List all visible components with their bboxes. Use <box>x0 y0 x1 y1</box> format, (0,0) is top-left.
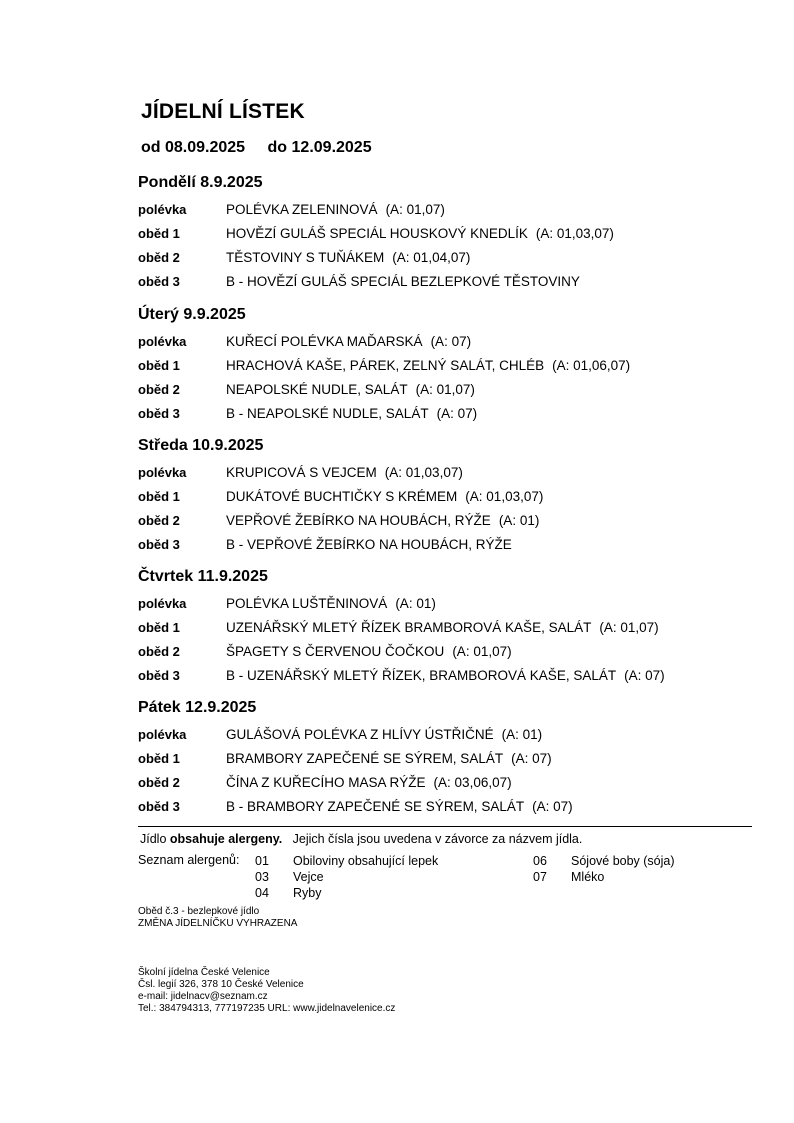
dish-allergens: (A: 01) <box>501 727 543 742</box>
dish-name: KRUPICOVÁ S VEJCEM <box>226 465 377 480</box>
meal-label: polévka <box>138 727 187 742</box>
dish-allergens: (A: 01,07) <box>415 382 475 397</box>
dish-name: NEAPOLSKÉ NUDLE, SALÁT <box>226 382 408 397</box>
dish-allergens: (A: 07) <box>511 751 552 766</box>
day-section-wednesday <box>138 434 758 557</box>
meal-label: oběd 3 <box>138 668 180 683</box>
dish-name: KUŘECÍ POLÉVKA MAĎARSKÁ <box>226 334 423 349</box>
divider-line <box>138 826 752 827</box>
note-prefix: Jídlo <box>140 832 170 846</box>
dish-name: UZENÁŘSKÝ MLETÝ ŘÍZEK BRAMBOROVÁ KAŠE, SALÁT <box>226 620 592 635</box>
allergen-code: 06 <box>533 854 547 868</box>
dish-allergens: (A: 01) <box>498 513 540 528</box>
meal-label: oběd 1 <box>138 489 180 504</box>
menu-row <box>138 246 758 270</box>
menu-title: JÍDELNÍ LÍSTEK <box>141 100 305 123</box>
allergen-item <box>255 885 321 901</box>
allergen-code: 04 <box>255 886 269 900</box>
meal-label: oběd 2 <box>138 775 180 790</box>
dish-allergens: (A: 01) <box>395 596 436 611</box>
dish-allergens: (A: 01,07) <box>452 644 512 659</box>
meal-label: polévka <box>138 596 187 611</box>
footer-school-name: Školní jídelna České Velenice <box>138 967 270 978</box>
day-heading: Úterý 9.9.2025 <box>138 306 246 323</box>
meal-label: polévka <box>138 202 187 217</box>
day-heading: Pondělí 8.9.2025 <box>138 174 263 191</box>
allergen-item <box>255 853 438 869</box>
menu-row <box>138 354 758 378</box>
dish-allergens: (A: 07) <box>624 668 665 683</box>
dish-name: BRAMBORY ZAPEČENÉ SE SÝREM, SALÁT <box>226 751 504 766</box>
menu-row <box>138 509 758 533</box>
allergen-item <box>533 869 604 885</box>
allergen-name: Sójové boby (sója) <box>571 854 675 868</box>
meal-label: oběd 1 <box>138 620 180 635</box>
menu-row <box>138 747 758 771</box>
dish-name: VEPŘOVÉ ŽEBÍRKO NA HOUBÁCH, RÝŽE <box>226 513 491 528</box>
menu-row <box>138 771 758 795</box>
menu-row <box>138 640 758 664</box>
dish-name: B - VEPŘOVÉ ŽEBÍRKO NA HOUBÁCH, RÝŽE <box>226 537 512 552</box>
dish-allergens: (A: 01,03,07) <box>535 226 614 241</box>
dish-allergens: (A: 07) <box>532 799 573 814</box>
dish-allergens: (A: 07) <box>436 406 478 421</box>
dish-allergens: (A: 01,06,07) <box>552 358 631 373</box>
dish-name: B - NEAPOLSKÉ NUDLE, SALÁT <box>226 406 429 421</box>
meal-label: oběd 2 <box>138 382 180 397</box>
day-section-tuesday <box>138 303 758 426</box>
day-section-monday <box>138 171 758 294</box>
menu-row <box>138 616 758 640</box>
dish-name: B - HOVĚZÍ GULÁŠ SPECIÁL BEZLEPKOVÉ TĚSTOVINY <box>226 274 580 289</box>
menu-row <box>138 723 758 747</box>
menu-row <box>138 485 758 509</box>
menu-row <box>138 795 758 819</box>
dish-allergens: (A: 01,03,07) <box>384 465 463 480</box>
dish-name: GULÁŠOVÁ POLÉVKA Z HLÍVY ÚSTŘIČNÉ <box>226 727 494 742</box>
remark-line: ZMĚNA JÍDELNÍČKU VYHRAZENA <box>138 918 298 929</box>
meal-label: oběd 1 <box>138 226 180 241</box>
dish-name: HOVĚZÍ GULÁŠ SPECIÁL HOUSKOVÝ KNEDLÍK <box>226 226 528 241</box>
menu-row <box>138 664 758 688</box>
dish-name: TĚSTOVINY S TUŇÁKEM <box>226 250 385 265</box>
allergen-item <box>533 853 675 869</box>
menu-row <box>138 222 758 246</box>
period-from: od 08.09.2025 <box>141 139 246 156</box>
allergen-code: 01 <box>255 854 269 868</box>
footer-phone-url: Tel.: 384794313, 777197235 URL: www.jidelnavelenice.cz <box>138 1003 396 1014</box>
menu-row <box>138 592 758 616</box>
meal-label: oběd 1 <box>138 751 180 766</box>
meal-label: oběd 3 <box>138 537 180 552</box>
menu-row <box>138 533 758 557</box>
allergen-list-heading: Seznam alergenů: <box>138 853 240 867</box>
dish-name: B - UZENÁŘSKÝ MLETÝ ŘÍZEK, BRAMBOROVÁ KAŠE, SALÁT <box>226 668 617 683</box>
note-rest: Jejich čísla jsou uvedena v závorce za názvem jídla. <box>292 832 583 846</box>
meal-label: oběd 1 <box>138 358 180 373</box>
note-bold: obsahuje alergeny. <box>169 832 283 846</box>
meal-label: polévka <box>138 334 187 349</box>
meal-label: oběd 3 <box>138 406 180 421</box>
menu-row <box>138 198 758 222</box>
allergen-item <box>255 869 324 885</box>
menu-row <box>138 402 758 426</box>
dish-allergens: (A: 03,06,07) <box>433 775 512 790</box>
period-to: do 12.09.2025 <box>267 139 372 156</box>
dish-name: POLÉVKA LUŠTĚNINOVÁ <box>226 596 388 611</box>
remarks <box>138 906 297 930</box>
dish-name: DUKÁTOVÉ BUCHTIČKY S KRÉMEM <box>226 489 458 504</box>
day-heading: Čtvrtek 11.9.2025 <box>138 568 268 585</box>
dish-name: B - BRAMBORY ZAPEČENÉ SE SÝREM, SALÁT <box>226 799 525 814</box>
allergen-name: Ryby <box>293 886 322 900</box>
day-heading: Pátek 12.9.2025 <box>138 699 257 716</box>
dish-name: HRACHOVÁ KAŠE, PÁREK, ZELNÝ SALÁT, CHLÉB <box>226 358 545 373</box>
allergen-code: 07 <box>533 870 547 884</box>
footer-email: e-mail: jidelnacv@seznam.cz <box>138 991 268 1002</box>
meal-label: polévka <box>138 465 187 480</box>
dish-allergens: (A: 01,07) <box>599 620 659 635</box>
day-heading: Středa 10.9.2025 <box>138 437 264 454</box>
footer-address: Čsl. legií 326, 378 10 České Velenice <box>138 979 304 990</box>
footer-contact <box>138 967 395 1015</box>
allergen-name: Vejce <box>293 870 324 884</box>
dish-allergens: (A: 01,04,07) <box>392 250 471 265</box>
meal-label: oběd 2 <box>138 644 180 659</box>
menu-row <box>138 330 758 354</box>
allergen-name: Obiloviny obsahující lepek <box>293 854 439 868</box>
meal-label: oběd 3 <box>138 274 180 289</box>
allergen-name: Mléko <box>571 870 605 884</box>
meal-label: oběd 3 <box>138 799 180 814</box>
day-section-thursday <box>138 565 758 688</box>
menu-row <box>138 461 758 485</box>
allergen-note <box>140 832 582 846</box>
allergen-code: 03 <box>255 870 269 884</box>
remark-line: Oběd č.3 - bezlepkové jídlo <box>138 906 260 917</box>
dish-name: ŠPAGETY S ČERVENOU ČOČKOU <box>226 644 445 659</box>
menu-row <box>138 378 758 402</box>
menu-row <box>138 270 758 294</box>
day-section-friday <box>138 696 758 819</box>
meal-label: oběd 2 <box>138 513 180 528</box>
dish-name: ČÍNA Z KUŘECÍHO MASA RÝŽE <box>226 775 426 790</box>
dish-allergens: (A: 01,07) <box>385 202 445 217</box>
dish-name: POLÉVKA ZELENINOVÁ <box>226 202 378 217</box>
meal-label: oběd 2 <box>138 250 180 265</box>
menu-period <box>141 139 372 157</box>
dish-allergens: (A: 07) <box>430 334 472 349</box>
dish-allergens: (A: 01,03,07) <box>465 489 544 504</box>
